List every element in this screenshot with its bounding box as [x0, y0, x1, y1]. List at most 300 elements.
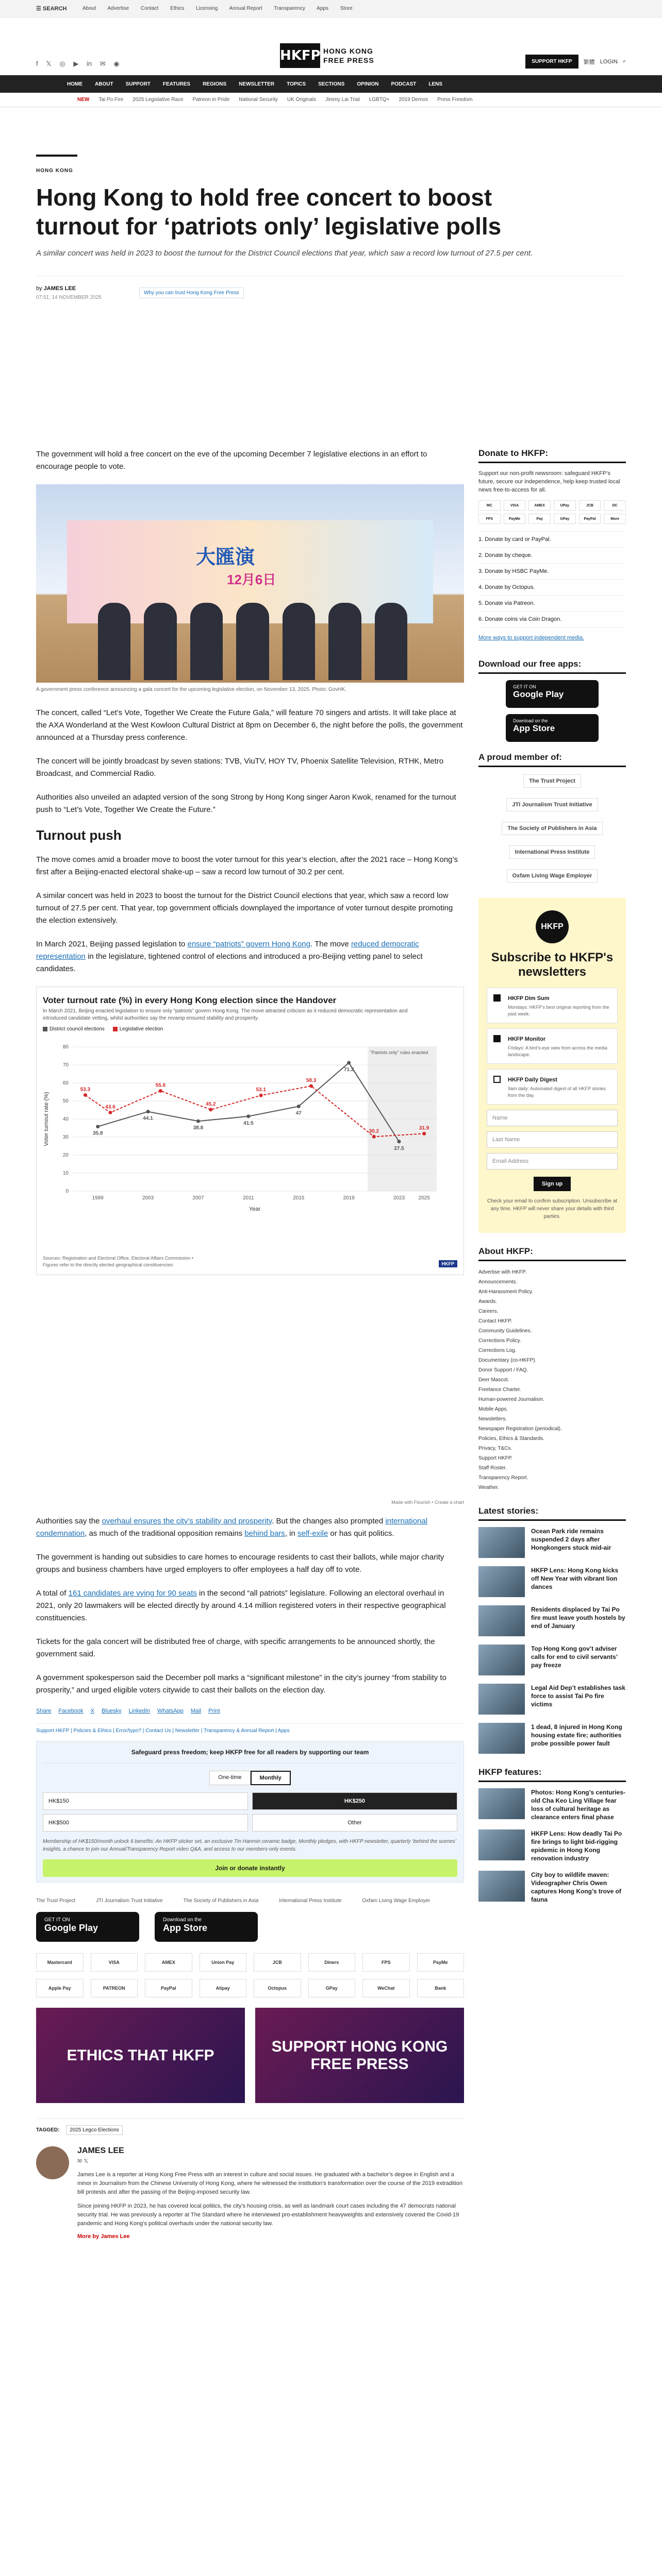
- email-input[interactable]: Email Address: [487, 1153, 618, 1170]
- feature-thumbnail[interactable]: [478, 1829, 525, 1860]
- hkfp-logo[interactable]: [280, 43, 382, 68]
- utility-link[interactable]: Contact: [140, 6, 159, 11]
- feature-stories: [478, 1788, 626, 1904]
- amount-option-other[interactable]: Other: [252, 1814, 457, 1832]
- section-heading: Turnout push: [36, 827, 122, 843]
- jti-logo[interactable]: JTI Journalism Trust Initiative: [96, 1898, 163, 1904]
- payment-logo: FPS: [362, 1953, 410, 1972]
- about-link[interactable]: Donor Support / FAQ.: [478, 1367, 528, 1373]
- utility-link[interactable]: Licensing: [196, 6, 218, 11]
- oxfam-logo[interactable]: Oxfam Living Wage Employer: [362, 1898, 431, 1904]
- language-toggle[interactable]: 繁體: [583, 59, 595, 65]
- author-avatar[interactable]: [36, 2146, 69, 2179]
- share-mail[interactable]: Mail: [190, 1708, 202, 1714]
- frequency-toggle: [43, 1771, 457, 1785]
- header-actions: [525, 55, 626, 69]
- sidebar-google-play[interactable]: [506, 680, 599, 708]
- paragraph: Tickets for the gala concert will be distributed free of charge, with specific arrangements to be announced shortly, the government said.: [36, 1637, 435, 1658]
- source-text: Sources: Registration and Electoral Office, Electoral Affairs Commission •: [43, 1256, 193, 1261]
- story-item[interactable]: [478, 1527, 626, 1558]
- payment-logo: AMEX: [145, 1953, 192, 1972]
- logo-text: [323, 46, 374, 65]
- payment-logo: WeChat: [362, 1979, 410, 1997]
- utility-link[interactable]: Advertise: [107, 6, 129, 11]
- checkbox-checked[interactable]: [493, 1035, 501, 1042]
- search-icon[interactable]: ⌕: [622, 58, 626, 64]
- x-tick-label: 2023: [393, 1195, 405, 1201]
- payment-logo: Diners: [308, 1953, 356, 1972]
- about-link[interactable]: Newspaper Registration (periodical).: [478, 1426, 562, 1432]
- story-item[interactable]: [478, 1645, 626, 1675]
- option-name: HKFP Daily Digest: [508, 1077, 557, 1083]
- bio-name[interactable]: JAMES LEE: [77, 2146, 124, 2155]
- series-line-district: [98, 1063, 399, 1142]
- one-time-option[interactable]: One-time: [209, 1771, 250, 1785]
- inline-link[interactable]: overhaul ensures the city’s stability and prosperity: [102, 1517, 272, 1526]
- feature-item[interactable]: [478, 1871, 626, 1904]
- card-logo: VISA: [504, 500, 526, 511]
- y-tick-label: 20: [62, 1153, 69, 1158]
- nav-item[interactable]: ABOUT: [95, 81, 113, 87]
- data-label: 55.6: [155, 1082, 166, 1089]
- amount-option-selected[interactable]: HK$250: [252, 1792, 457, 1810]
- author-bio: [36, 2146, 464, 2240]
- promo-banners: [36, 2008, 464, 2103]
- nav-item[interactable]: REGIONS: [203, 81, 227, 87]
- trust-button[interactable]: Why you can trust Hong Kong Free Press: [139, 287, 244, 298]
- trending-link[interactable]: LGBTQ+: [369, 97, 390, 103]
- data-label: 43.6: [105, 1104, 115, 1110]
- newsletter-signup: [478, 898, 626, 1233]
- share-x[interactable]: X: [90, 1708, 95, 1714]
- story-title[interactable]: HKFP Lens: Hong Kong kicks off New Year with vibrant lion dances: [531, 1567, 619, 1590]
- share-link[interactable]: Share: [36, 1708, 52, 1714]
- paragraph: [36, 938, 464, 975]
- data-label: 44.1: [143, 1115, 153, 1122]
- y-axis-label: Voter turnout rate (%): [43, 1092, 49, 1146]
- flourish-credit[interactable]: Made with Flourish • Create a chart: [391, 1500, 464, 1505]
- byline-prefix: by: [36, 285, 42, 292]
- x-tick-label: 2015: [293, 1195, 305, 1201]
- legend-item: [43, 1026, 105, 1032]
- instagram-icon[interactable]: ◎: [59, 60, 65, 67]
- chart-title: Voter turnout rate (%) in every Hong Kong election since the Handover: [43, 995, 337, 1005]
- join-donate-button[interactable]: Join or donate instantly: [43, 1859, 457, 1877]
- feature-item[interactable]: [478, 1829, 626, 1862]
- nav-item[interactable]: FEATURES: [162, 81, 191, 87]
- feature-thumbnail[interactable]: [478, 1788, 525, 1819]
- legend-item: [113, 1026, 163, 1032]
- text-run: in the legislature, tightened control of elections and introduced a pro-Beijing vetting panel to select candidates.: [36, 952, 423, 973]
- login-link[interactable]: LOGIN: [600, 58, 618, 65]
- donate-way[interactable]: 3. Donate by HSBC PayMe.: [478, 564, 626, 580]
- about-link[interactable]: Deer Mascot.: [478, 1377, 509, 1383]
- story-item[interactable]: [478, 1684, 626, 1715]
- option-name: HKFP Dim Sum: [508, 995, 550, 1002]
- story-thumbnail[interactable]: [478, 1566, 525, 1597]
- story-title[interactable]: 1 dead, 8 injured in Hong Kong housing estate fire; authorities probe possible power fault: [531, 1723, 622, 1747]
- x-tick-label: 2025: [418, 1195, 430, 1201]
- inline-link[interactable]: self-exile: [297, 1529, 328, 1538]
- trending-link[interactable]: Tai Po Fire: [98, 97, 124, 103]
- newsletter-title: Subscribe to HKFP's newsletters: [491, 951, 614, 979]
- x-tick-label: 2019: [343, 1195, 355, 1201]
- badge-big: Google Play: [513, 689, 564, 699]
- inline-link[interactable]: 161 candidates are vying for 90 seats: [68, 1589, 197, 1598]
- paragraph: A similar concert was held in 2023 to boost the turnout for the District Council elections that year, which saw a record low turnout of 27.5 per cent. That year, top government officials downplayed the importance of voter turnout despite promoting the election extensively.: [36, 891, 453, 925]
- data-label: 30.2: [369, 1128, 379, 1134]
- text-run: , as much of the traditional opposition remains: [85, 1529, 245, 1538]
- share-whatsapp[interactable]: WhatsApp: [157, 1708, 184, 1714]
- nav-item[interactable]: LENS: [428, 81, 443, 87]
- inline-link[interactable]: ensure “patriots” govern Hong Kong: [187, 940, 310, 948]
- feature-thumbnail[interactable]: [478, 1871, 525, 1902]
- data-point: [196, 1120, 200, 1123]
- rss-icon[interactable]: ◉: [113, 60, 120, 67]
- utility-link[interactable]: Ethics: [170, 6, 185, 11]
- about-link[interactable]: Awards.: [478, 1299, 497, 1304]
- donate-way[interactable]: 6. Donate coins via Coin Dragon.: [478, 612, 626, 628]
- x-axis-label: Year: [249, 1206, 261, 1212]
- donate-widget: [36, 1741, 464, 1883]
- data-point: [297, 1105, 301, 1108]
- utility-link[interactable]: Apps: [317, 6, 328, 11]
- newsletter-option[interactable]: [487, 988, 618, 1023]
- chart-legend: [43, 1026, 457, 1032]
- text-run: , in: [285, 1529, 297, 1538]
- trending-link[interactable]: Patreon in Pride: [192, 97, 230, 103]
- trending-link[interactable]: 2025 Legislative Race: [133, 97, 184, 103]
- article-lede: A similar concert was held in 2023 to boost the turnout for the District Council elections that year, which saw a record low turnout of 27.5 per cent.: [36, 249, 533, 258]
- share-print[interactable]: Print: [208, 1708, 220, 1714]
- trending-link[interactable]: Jimmy Lai Trial: [325, 97, 360, 103]
- amount-option[interactable]: HK$500: [43, 1814, 248, 1832]
- monthly-option[interactable]: Monthly: [251, 1771, 291, 1785]
- email-icon[interactable]: ✉: [100, 60, 106, 67]
- photo-caption: A government press conference announcing a gala concert for the upcoming legislative election, on November 13, 2025. Photo: GovHK.: [36, 687, 347, 692]
- tag-link[interactable]: 2025 Legco Elections: [66, 2125, 123, 2135]
- membership-logos: [36, 1898, 464, 1904]
- byline-author: [36, 285, 626, 292]
- sidebar-app-store[interactable]: [506, 714, 599, 742]
- share-facebook[interactable]: Facebook: [58, 1708, 84, 1714]
- donate-text: Support our non-profit newsroom: safeguard HKFP’s future, secure our independence, help keep trusted local news free-to-access for all.: [478, 470, 620, 493]
- about-link[interactable]: Corrections Policy.: [478, 1338, 521, 1344]
- sidebar-heading: HKFP features:: [478, 1767, 626, 1782]
- photo-banner-date: 12月6日: [227, 572, 276, 587]
- about-link[interactable]: Corrections Log.: [478, 1348, 517, 1353]
- story-title[interactable]: Top Hong Kong gov’t adviser calls for end to civil servants’ pay freeze: [531, 1645, 618, 1669]
- article-category[interactable]: HONG KONG: [36, 168, 73, 174]
- linkedin-icon[interactable]: in: [86, 60, 92, 67]
- sidebar-payment-logos: [478, 500, 626, 524]
- app-store-badge[interactable]: [155, 1912, 258, 1942]
- text-run: Authorities say the: [36, 1517, 102, 1526]
- ipi-logo[interactable]: International Press Institute: [509, 845, 595, 859]
- story-item[interactable]: [478, 1566, 626, 1597]
- payment-logo: Alipay: [200, 1979, 247, 1997]
- payment-logo: VISA: [91, 1953, 138, 1972]
- paragraph: A government spokesperson said the December poll marks a “significant milestone” in the city’s journey “from stability to prosperity,” and urged eligible voters citywide to cast their ballots on the election day.: [36, 1673, 446, 1694]
- newsletter-fine-print: Check your email to confirm subscription. Unsubscribe at any time. HKFP will never share your details with third parties.: [487, 1198, 618, 1219]
- trust-project-logo[interactable]: The Trust Project: [523, 774, 581, 788]
- newsletter-option[interactable]: [487, 1069, 618, 1105]
- donate-way[interactable]: 5. Donate via Patreon.: [478, 596, 626, 612]
- about-link[interactable]: Freelance Charter.: [478, 1387, 521, 1393]
- share-bar: [36, 1708, 464, 1714]
- text-run: . The move: [310, 940, 351, 948]
- trending-link[interactable]: UK Originals: [287, 97, 316, 103]
- utility-links: [82, 6, 363, 11]
- badge-big: Google Play: [44, 1923, 98, 1933]
- nav-item[interactable]: NEWSLETTER: [239, 81, 275, 87]
- payment-logo: Mastercard: [36, 1953, 84, 1972]
- trending-link[interactable]: National Security: [239, 97, 278, 103]
- newsletter-logo: HKFP: [536, 910, 569, 943]
- membership-text: Membership of HK$150/month unlock 6 benefits: An HKFP sticker set, an exclusive Tin Hanmin ceramic badge, Monthly pledges, with HKFP newsletter, quarterly ‘behind the scenes’ insights, a chance to join our Annual/Transparency Report video Q&A, and access to our members-only events.: [43, 1839, 456, 1852]
- feature-title[interactable]: Photos: Hong Kong’s centuries-old Cha Keo Ling Village fear loss of cultural heritage as clearance enters final phase: [531, 1789, 625, 1821]
- badge-big: App Store: [163, 1923, 208, 1933]
- more-ways-link[interactable]: More ways to support independent media.: [478, 635, 584, 641]
- card-logo: More: [604, 514, 626, 524]
- donate-way[interactable]: 2. Donate by cheque.: [478, 548, 626, 564]
- bio-social-icons[interactable]: ✉ 𝕏: [77, 2158, 89, 2164]
- sopa-logo[interactable]: The Society of Publishers in Asia: [502, 822, 602, 835]
- inline-link[interactable]: behind bars: [244, 1529, 285, 1538]
- data-point: [209, 1108, 212, 1111]
- option-desc: Mondays: HKFP’s best original reporting from the past week.: [508, 1005, 609, 1016]
- embed-whitespace: [36, 1287, 464, 1509]
- feature-item[interactable]: [478, 1788, 626, 1821]
- sidebar-heading: Donate to HKFP:: [478, 448, 626, 463]
- utility-link[interactable]: Transparency: [274, 6, 305, 11]
- support-hkfp-button[interactable]: SUPPORT HKFP: [525, 55, 578, 69]
- x-tick-label: 2007: [192, 1195, 204, 1201]
- data-point: [397, 1140, 401, 1143]
- data-point: [347, 1061, 351, 1064]
- chart-badge: HKFP: [439, 1260, 458, 1267]
- option-desc: 9am daily: Automated digest of all HKFP stories from the day.: [508, 1086, 606, 1098]
- card-logo: UPay: [554, 500, 576, 511]
- utility-link[interactable]: Store: [340, 6, 353, 11]
- y-tick-label: 60: [62, 1080, 69, 1086]
- nav-item[interactable]: TOPICS: [287, 81, 306, 87]
- sidebar: [478, 448, 626, 1912]
- card-logo: MC: [478, 500, 501, 511]
- about-link[interactable]: Announcements.: [478, 1279, 518, 1285]
- about-link[interactable]: Privacy, T&Cs.: [478, 1446, 512, 1451]
- feature-title[interactable]: HKFP Lens: How deadly Tai Po fire brings to light bid-rigging epidemic in Hong Kong renovation industry: [531, 1830, 622, 1862]
- payment-logo: Bank: [417, 1979, 465, 1997]
- text-run: in the second “all patriots” legislature. Following an electoral overhaul in 2021, only 20 lawmakers will be elected directly by around 4.14 million registered voters in their respective geographical constituencies.: [36, 1589, 446, 1622]
- trending-link[interactable]: Press Freedom: [437, 97, 473, 103]
- story-thumbnail[interactable]: [478, 1645, 525, 1675]
- share-bluesky[interactable]: Bluesky: [102, 1708, 122, 1714]
- data-point: [422, 1132, 426, 1136]
- sopa-logo[interactable]: The Society of Publishers in Asia: [183, 1898, 259, 1904]
- social-icons: [36, 60, 126, 68]
- about-links: [478, 1267, 626, 1493]
- jti-logo[interactable]: JTI Journalism Trust Initiative: [506, 798, 598, 811]
- about-link[interactable]: Anti-Harassment Policy.: [478, 1289, 533, 1295]
- story-thumbnail[interactable]: [478, 1684, 525, 1715]
- data-label: 58.3: [306, 1077, 317, 1083]
- text-run: or has quit politics.: [328, 1529, 394, 1538]
- nav-item[interactable]: HOME: [67, 81, 82, 87]
- checkbox-checked[interactable]: [493, 994, 501, 1002]
- about-link[interactable]: Weather.: [478, 1485, 499, 1490]
- article-container: [36, 118, 626, 2240]
- donate-way[interactable]: 4. Donate by Octopus.: [478, 580, 626, 596]
- tags: [36, 2119, 464, 2133]
- about-link[interactable]: Human-powered Journalism.: [478, 1397, 544, 1402]
- about-link[interactable]: Careers.: [478, 1309, 499, 1314]
- amount-options: [43, 1792, 457, 1832]
- name-input[interactable]: Name: [487, 1110, 618, 1126]
- checkbox-unchecked[interactable]: [493, 1076, 501, 1083]
- data-point: [146, 1110, 150, 1113]
- article-body: [36, 448, 464, 2240]
- nav-item[interactable]: SECTIONS: [318, 81, 345, 87]
- sidebar-member-logos: [478, 774, 626, 883]
- about-link[interactable]: Newsletters.: [478, 1416, 507, 1422]
- ethics-banner[interactable]: ETHICS THAT HKFP: [36, 2008, 245, 2103]
- data-point: [96, 1125, 100, 1128]
- nav-item[interactable]: SUPPORT: [125, 81, 151, 87]
- logo-box: HKFP: [280, 43, 320, 68]
- support-links[interactable]: Support HKFP | Policies & Ethics | Error/typo? | Contact Us | Newsletter | Transparency & Annual Report | Apps: [36, 1723, 464, 1734]
- card-logo: AMEX: [528, 500, 551, 511]
- article-photo: [36, 484, 464, 683]
- payment-logo: Octopus: [254, 1979, 301, 1997]
- x-icon[interactable]: 𝕏: [46, 60, 52, 67]
- payment-methods: [36, 1953, 464, 1997]
- story-thumbnail[interactable]: [478, 1605, 525, 1636]
- chart-annotation: "Patriots only" rules enacted: [370, 1050, 428, 1055]
- story-title[interactable]: Ocean Park ride remains suspended 2 days after Hongkongers stuck mid-air: [531, 1528, 611, 1551]
- facebook-icon[interactable]: f: [36, 60, 38, 67]
- option-name: HKFP Monitor: [508, 1036, 546, 1042]
- data-label: 41.5: [243, 1120, 254, 1126]
- y-tick-label: 40: [62, 1116, 69, 1122]
- google-play-badge[interactable]: [36, 1912, 139, 1942]
- trust-project-logo[interactable]: The Trust Project: [36, 1898, 76, 1904]
- y-tick-label: 50: [62, 1098, 69, 1104]
- sidebar-heading: Latest stories:: [478, 1506, 626, 1521]
- legend-label: Legislative election: [119, 1026, 163, 1032]
- photo-people: [98, 603, 407, 680]
- about-link[interactable]: Advertise with HKFP.: [478, 1269, 527, 1275]
- utility-link[interactable]: Annual Report: [229, 6, 262, 11]
- data-label: 45.2: [206, 1101, 216, 1107]
- story-item[interactable]: [478, 1605, 626, 1636]
- turnout-chart: [36, 987, 464, 1275]
- logo-line1: HONG KONG: [323, 47, 373, 55]
- trending-bar: [0, 93, 662, 107]
- donate-way[interactable]: 1. Donate by card or PayPal.: [478, 532, 626, 548]
- y-tick-label: 70: [62, 1062, 69, 1068]
- card-logo: JCB: [579, 500, 601, 511]
- inline-link[interactable]: international condemnation: [36, 1517, 428, 1538]
- about-link[interactable]: Mobile Apps.: [478, 1406, 508, 1412]
- newsletter-option[interactable]: [487, 1028, 618, 1064]
- utility-bar: [0, 0, 662, 18]
- support-banner[interactable]: SUPPORT HONG KONG FREE PRESS: [255, 2008, 464, 2103]
- payment-logo: Union Pay: [200, 1953, 247, 1972]
- payment-logo: PayPal: [145, 1979, 192, 1997]
- share-linkedin[interactable]: LinkedIn: [128, 1708, 151, 1714]
- youtube-icon[interactable]: ▶: [73, 60, 79, 67]
- paragraph: Authorities also unveiled an adapted version of the song Strong by Hong Kong singer Aaron Kwok, renamed for the turnout push to “Let’s Vote, Together We Create the Future.”: [36, 793, 456, 814]
- about-link[interactable]: Policies, Ethics & Standards.: [478, 1436, 544, 1442]
- trending-link[interactable]: 2019 Demos: [399, 97, 428, 103]
- text-run: . But the changes also prompted: [272, 1517, 386, 1526]
- about-link[interactable]: Documentary (co-HKFP).: [478, 1358, 537, 1363]
- data-label: 71.2: [343, 1066, 354, 1073]
- author-link[interactable]: JAMES LEE: [43, 285, 76, 292]
- card-logo: PayPal: [579, 514, 601, 524]
- about-link[interactable]: Staff Roster.: [478, 1465, 507, 1471]
- last-name-input[interactable]: Last Name: [487, 1131, 618, 1148]
- paragraph: [36, 1587, 464, 1624]
- nav-item[interactable]: PODCAST: [391, 81, 417, 87]
- paragraph: The concert will be jointly broadcast by seven stations: TVB, ViuTV, HOY TV, Phoenix Satellite Television, RTHK, Metro Broadcast, and Commercial Radio.: [36, 757, 444, 778]
- about-link[interactable]: Community Guidelines.: [478, 1328, 532, 1334]
- payment-logo: Apple Pay: [36, 1979, 84, 1997]
- bio-paragraph: James Lee is a reporter at Hong Kong Free Press with an interest in culture and social issues. He graduated with a bachelor’s degree in English and a minor in Journalism from the Chinese University of Hong Kong, where he witnessed the institution’s transformation over the course of the 2019 extradition bill protests and after the passing of the Beijing-imposed security law.: [77, 2172, 462, 2195]
- y-tick-label: 80: [62, 1044, 69, 1050]
- search-label: SEARCH: [42, 6, 67, 12]
- oxfam-logo[interactable]: Oxfam Living Wage Employer: [507, 869, 598, 883]
- payment-logo: JCB: [254, 1953, 301, 1972]
- sidebar-heading: Download our free apps:: [478, 659, 626, 674]
- tags-label: TAGGED:: [36, 2127, 60, 2133]
- chart-plot: [37, 1037, 452, 1222]
- payment-logo: PATREON: [91, 1979, 138, 1997]
- about-link[interactable]: Contact HKFP.: [478, 1318, 512, 1324]
- badge-small: GET IT ON: [513, 684, 536, 689]
- paragraph: The concert, called “Let’s Vote, Together We Create the Future Gala,” will feature 70 singers and artists. It will take place at the AXA Wonderland at the West Kowloon Cultural District at 8pm on December 6, the night before the polls, the government announced at a Thursday press conference.: [36, 708, 463, 742]
- more-by-author-link[interactable]: More by James Lee: [77, 2233, 130, 2240]
- option-desc: Fridays: A bird’s-eye view from across the media landscape.: [508, 1045, 607, 1057]
- data-point: [159, 1089, 162, 1093]
- search-button[interactable]: ☰ SEARCH: [36, 6, 67, 12]
- story-thumbnail[interactable]: [478, 1527, 525, 1558]
- story-item[interactable]: [478, 1723, 626, 1754]
- payment-logo: GPay: [308, 1979, 356, 1997]
- story-title[interactable]: Legal Aid Dep’t establishes task force to assist Tai Po fire victims: [531, 1684, 625, 1708]
- about-link[interactable]: Transparency Report.: [478, 1475, 528, 1481]
- photo-banner-title: 大匯演: [196, 547, 255, 568]
- nav-item[interactable]: OPINION: [357, 81, 379, 87]
- x-tick-label: 1999: [92, 1195, 104, 1201]
- x-tick-label: 2011: [243, 1195, 254, 1201]
- paragraph: [36, 1515, 464, 1540]
- ipi-logo[interactable]: International Press Institute: [279, 1898, 342, 1904]
- inline-link[interactable]: reduced democratic representation: [36, 940, 419, 961]
- story-title[interactable]: Residents displaced by Tai Po fire must leave youth hostels by end of January: [531, 1606, 625, 1630]
- x-tick-label: 2003: [142, 1195, 154, 1201]
- feature-title[interactable]: City boy to wildlife maven: Videographer Chris Owen captures Hong Kong’s trove of fauna: [531, 1871, 621, 1903]
- utility-link[interactable]: About: [82, 6, 96, 11]
- amount-option[interactable]: HK$150: [43, 1792, 248, 1810]
- data-label: 53.1: [256, 1087, 266, 1093]
- about-link[interactable]: Support HKFP.: [478, 1455, 512, 1461]
- sign-up-button[interactable]: Sign up: [534, 1177, 571, 1191]
- story-thumbnail[interactable]: [478, 1723, 525, 1754]
- chart-source: [43, 1255, 193, 1268]
- donate-ways: [478, 531, 626, 646]
